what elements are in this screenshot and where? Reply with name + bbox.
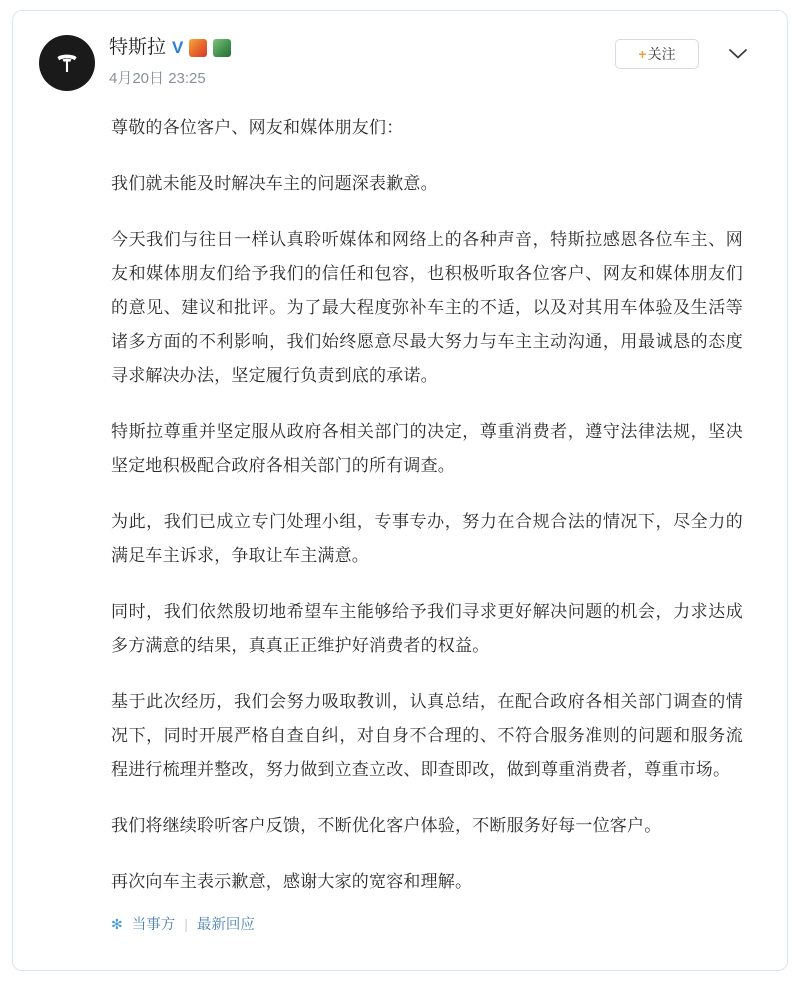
follow-button-label: 关注 <box>647 46 676 62</box>
tag-link-party[interactable]: 当事方 <box>131 917 176 933</box>
post-tags <box>39 913 761 934</box>
follow-button[interactable] <box>615 39 699 69</box>
tesla-logo-icon <box>52 48 82 78</box>
tag-separator: | <box>184 915 188 932</box>
post-paragraph: 再次向车主表示歉意，感谢大家的宽容和理解。 <box>111 872 473 891</box>
level-badge-icon <box>213 39 231 57</box>
account-name[interactable]: 特斯拉 <box>109 37 167 58</box>
post-paragraph: 基于此次经历，我们会努力吸取教训，认真总结，在配合政府各相关部门调查的情况下，同时开展严格自查自纠，对自身不合理的、不符合服务准则的问题和服务流程进行梳理并整改，努力做到立查立改、即查即改，做到尊重消费者，尊重市场。 <box>111 692 743 779</box>
medal-badge-icon <box>189 39 207 57</box>
post-paragraph: 同时，我们依然殷切地希望车主能够给予我们寻求更好解决问题的机会，力求达成多方满意的结果，真真正正维护好消费者的权益。 <box>111 602 743 655</box>
post-paragraph: 我们就未能及时解决车主的问题深表歉意。 <box>111 174 438 193</box>
post-paragraph: 我们将继续聆听客户反馈，不断优化客户体验，不断服务好每一位客户。 <box>111 816 662 835</box>
chevron-down-icon <box>728 48 748 60</box>
post-header <box>39 33 761 97</box>
avatar[interactable] <box>39 35 95 91</box>
verified-badge-icon: V <box>172 38 184 57</box>
post-timestamp: 4月20日 23:25 <box>109 70 206 87</box>
plus-icon: + <box>638 46 647 62</box>
post-paragraph: 尊敬的各位客户、网友和媒体朋友们： <box>111 118 404 137</box>
more-options-button[interactable] <box>723 41 753 67</box>
asterisk-icon: ✻ <box>111 915 123 932</box>
post-paragraph: 今天我们与往日一样认真聆听媒体和网络上的各种声音，特斯拉感恩各位车主、网友和媒体朋友们给予我们的信任和包容，也积极听取各位客户、网友和媒体朋友们的意见、建议和批评。为了最大程度弥补车主的不适，以及对其用车体验及生活等诸多方面的不利影响，我们始终愿意尽最大努力与车主主动沟通，用最诚恳的态度寻求解决办法，坚定履行负责到底的承诺。 <box>111 230 743 385</box>
weibo-post-card <box>12 10 788 971</box>
post-paragraph: 特斯拉尊重并坚定服从政府各相关部门的决定，尊重消费者，遵守法律法规，坚决坚定地积极配合政府各相关部门的所有调查。 <box>111 422 743 475</box>
post-paragraph: 为此，我们已成立专门处理小组，专事专办，努力在合规合法的情况下，尽全力的满足车主诉求，争取让车主满意。 <box>111 512 743 565</box>
post-content <box>39 111 761 899</box>
tag-link-latest-response[interactable]: 最新回应 <box>196 917 255 933</box>
post-inner <box>13 11 787 970</box>
